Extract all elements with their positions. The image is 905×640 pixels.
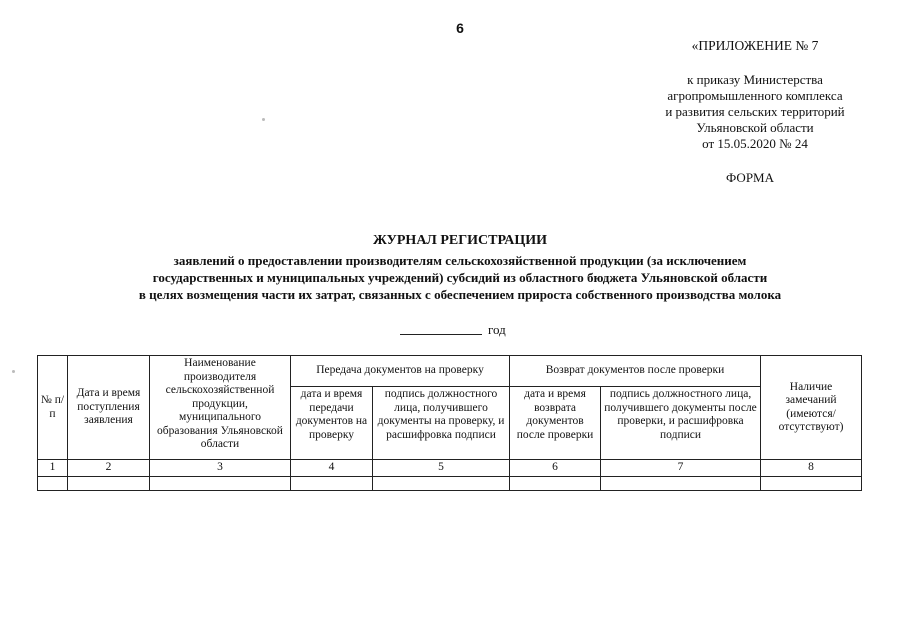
col-date-header: Дата и время поступления заявления — [68, 356, 150, 460]
subtitle-line: государственных и муниципальных учреждений) субсидий из областного бюджета Ульяновской области — [152, 270, 768, 285]
column-number: 6 — [510, 460, 601, 477]
year-blank-line — [400, 320, 482, 335]
col-number-header: № п/п — [38, 356, 68, 460]
column-number: 3 — [150, 460, 291, 477]
group-return-header: Возврат документов после проверки — [510, 356, 761, 387]
transfer-date-header: дата и время передачи документов на проверку — [291, 387, 373, 460]
empty-cell — [510, 476, 601, 490]
order-line: к приказу Министерства — [687, 72, 823, 87]
col-remarks-header: Наличие замечаний (имеются/ отсутствуют) — [761, 356, 862, 460]
col-name-header: Наименование производителя сельскохозяйственной продукции, муниципального образования Ульяновской области — [150, 356, 291, 460]
year-label: год — [488, 322, 506, 337]
appendix-title: «ПРИЛОЖЕНИЕ № 7 — [691, 38, 819, 53]
scan-speck — [262, 118, 265, 121]
transfer-sign-header: подпись должностного лица, получившего документы на проверку, и расшифровка подписи — [373, 387, 510, 460]
column-number: 4 — [291, 460, 373, 477]
page-number: 6 — [456, 20, 464, 36]
empty-cell — [68, 476, 150, 490]
column-number-row — [38, 460, 862, 477]
column-number: 2 — [68, 460, 150, 477]
empty-cell — [761, 476, 862, 490]
order-line: Ульяновской области — [696, 120, 814, 135]
column-number: 8 — [761, 460, 862, 477]
order-line: от 15.05.2020 № 24 — [702, 136, 808, 151]
scan-speck — [12, 370, 15, 373]
table-row — [38, 476, 862, 490]
subtitle-line: в целях возмещения части их затрат, связанных с обеспечением прироста собственного производства молока — [138, 287, 782, 302]
empty-cell — [38, 476, 68, 490]
journal-subtitle — [60, 252, 860, 303]
registration-table — [37, 355, 862, 491]
order-line: и развития сельских территорий — [665, 104, 845, 119]
empty-cell — [373, 476, 510, 490]
empty-cell — [150, 476, 291, 490]
group-transfer-header: Передача документов на проверку — [291, 356, 510, 387]
order-line: агропромышленного комплекса — [667, 88, 843, 103]
column-number: 7 — [601, 460, 761, 477]
empty-cell — [601, 476, 761, 490]
subtitle-line: заявлений о предоставлении производителям сельскохозяйственной продукции (за исключением — [173, 253, 747, 268]
column-number: 1 — [38, 460, 68, 477]
return-date-header: дата и время возврата документов после проверки — [510, 387, 601, 460]
order-reference — [625, 72, 885, 152]
return-sign-header: подпись должностного лица, получившего документы после проверки, и расшифровка подписи — [601, 387, 761, 460]
journal-title: ЖУРНАЛ РЕГИСТРАЦИИ — [372, 233, 548, 248]
empty-cell — [291, 476, 373, 490]
form-label: ФОРМА — [726, 170, 774, 185]
table-header-row — [38, 356, 862, 387]
column-number: 5 — [373, 460, 510, 477]
